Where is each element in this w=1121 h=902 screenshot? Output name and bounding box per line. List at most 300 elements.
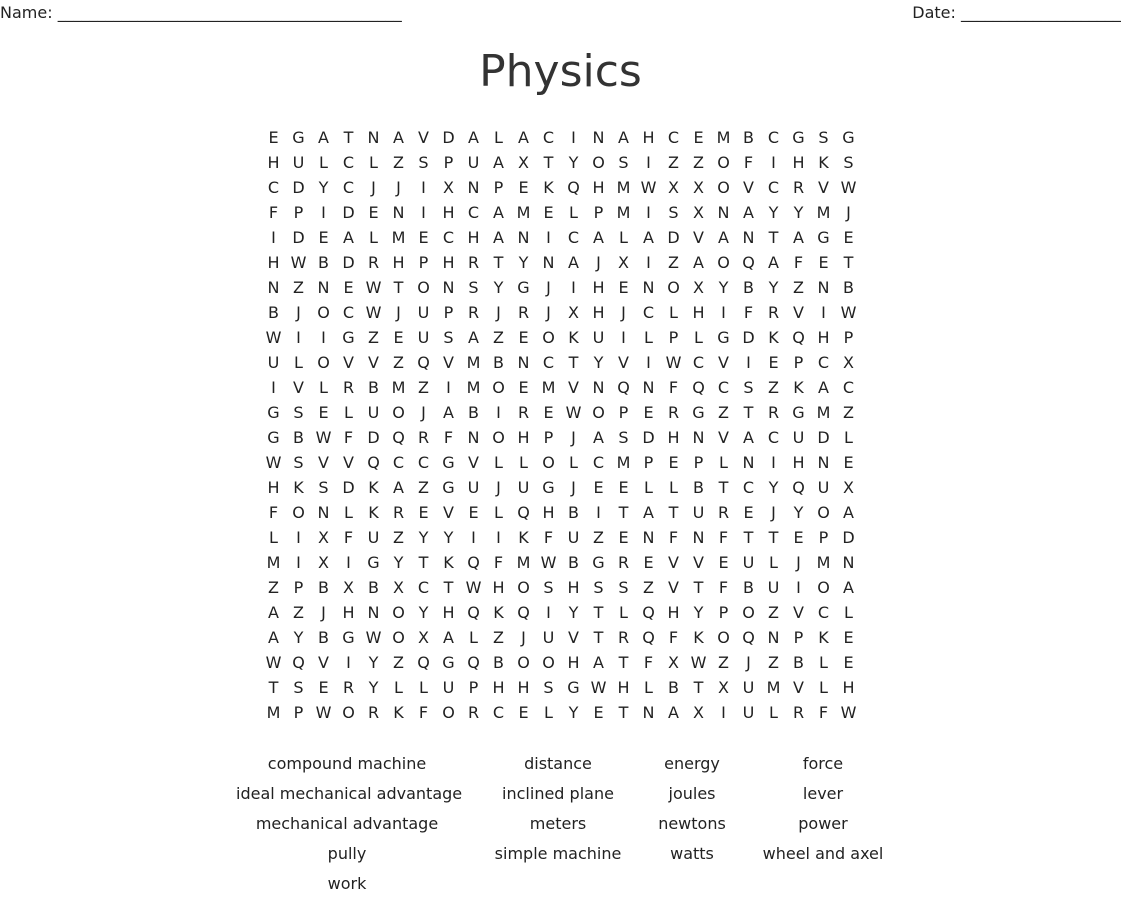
grid-letter[interactable]: Y [793, 503, 804, 522]
grid-letter[interactable]: E [643, 403, 654, 422]
grid-letter[interactable]: P [618, 403, 629, 422]
grid-letter[interactable]: G [567, 678, 580, 697]
grid-letter[interactable]: O [392, 403, 405, 422]
grid-letter[interactable]: K [568, 328, 579, 347]
grid-letter[interactable]: A [468, 128, 479, 147]
grid-letter[interactable]: C [767, 178, 780, 197]
grid-letter[interactable]: H [592, 178, 605, 197]
grid-letter[interactable]: G [792, 403, 805, 422]
date-line[interactable]: ____________________ [961, 3, 1121, 22]
grid-letter[interactable]: O [717, 253, 730, 272]
grid-letter[interactable]: R [342, 678, 355, 697]
grid-letter[interactable]: Z [493, 328, 504, 347]
grid-letter[interactable]: V [618, 353, 629, 372]
grid-letter[interactable]: I [296, 553, 301, 572]
grid-letter[interactable]: H [642, 128, 655, 147]
grid-letter[interactable]: W [840, 178, 857, 197]
grid-letter[interactable]: X [693, 203, 704, 222]
grid-letter[interactable]: A [393, 128, 404, 147]
grid-letter[interactable]: G [342, 328, 355, 347]
grid-letter[interactable]: A [843, 578, 854, 597]
grid-letter[interactable]: F [668, 378, 679, 397]
grid-letter[interactable]: Z [843, 403, 854, 422]
grid-letter[interactable]: J [321, 603, 326, 622]
grid-letter[interactable]: C [342, 153, 355, 172]
grid-letter[interactable]: I [271, 228, 276, 247]
grid-letter[interactable]: B [468, 403, 479, 422]
grid-letter[interactable]: N [817, 453, 830, 472]
grid-letter[interactable]: P [543, 428, 554, 447]
grid-letter[interactable]: R [467, 253, 480, 272]
grid-letter[interactable]: M [466, 353, 481, 372]
grid-letter[interactable]: Z [693, 153, 704, 172]
grid-letter[interactable]: T [693, 678, 704, 697]
grid-letter[interactable]: Z [393, 153, 404, 172]
grid-letter[interactable]: X [668, 653, 679, 672]
grid-letter[interactable]: Y [368, 653, 379, 672]
grid-letter[interactable]: W [265, 453, 282, 472]
grid-letter[interactable]: J [396, 178, 401, 197]
grid-letter[interactable]: H [267, 478, 280, 497]
grid-letter[interactable]: S [318, 478, 329, 497]
grid-letter[interactable]: C [592, 453, 605, 472]
grid-letter[interactable]: C [817, 603, 830, 622]
grid-letter[interactable]: K [443, 553, 454, 572]
grid-letter[interactable]: R [717, 503, 730, 522]
grid-letter[interactable]: N [642, 528, 655, 547]
grid-letter[interactable]: Z [768, 378, 779, 397]
grid-letter[interactable]: C [342, 178, 355, 197]
grid-letter[interactable]: H [567, 578, 580, 597]
grid-letter[interactable]: R [667, 403, 680, 422]
grid-letter[interactable]: S [468, 278, 479, 297]
grid-letter[interactable]: I [296, 528, 301, 547]
grid-letter[interactable]: U [742, 553, 755, 572]
grid-letter[interactable]: J [546, 303, 551, 322]
grid-letter[interactable]: N [392, 203, 405, 222]
grid-letter[interactable]: X [318, 553, 329, 572]
grid-letter[interactable]: W [640, 178, 657, 197]
grid-letter[interactable]: P [443, 303, 454, 322]
grid-letter[interactable]: H [492, 578, 505, 597]
grid-letter[interactable]: R [467, 303, 480, 322]
grid-letter[interactable]: P [293, 578, 304, 597]
grid-letter[interactable]: A [268, 628, 279, 647]
grid-letter[interactable]: N [642, 278, 655, 297]
grid-letter[interactable]: N [692, 528, 705, 547]
grid-letter[interactable]: I [621, 328, 626, 347]
grid-letter[interactable]: J [746, 653, 751, 672]
grid-letter[interactable]: N [267, 278, 280, 297]
grid-letter[interactable]: A [593, 228, 604, 247]
grid-letter[interactable]: K [693, 628, 704, 647]
grid-letter[interactable]: L [419, 678, 428, 697]
grid-letter[interactable]: F [343, 428, 354, 447]
grid-letter[interactable]: R [792, 178, 805, 197]
grid-letter[interactable]: F [643, 653, 654, 672]
grid-letter[interactable]: A [643, 228, 654, 247]
grid-letter[interactable]: A [468, 328, 479, 347]
grid-letter[interactable]: A [443, 628, 454, 647]
grid-letter[interactable]: O [442, 703, 455, 722]
grid-letter[interactable]: J [521, 628, 526, 647]
grid-letter[interactable]: V [418, 128, 429, 147]
grid-letter[interactable]: W [265, 653, 282, 672]
grid-letter[interactable]: V [343, 453, 354, 472]
grid-letter[interactable]: Y [793, 203, 804, 222]
grid-letter[interactable]: C [417, 453, 430, 472]
grid-letter[interactable]: I [546, 228, 551, 247]
grid-letter[interactable]: R [617, 553, 630, 572]
grid-letter[interactable]: I [796, 578, 801, 597]
grid-letter[interactable]: C [767, 428, 780, 447]
grid-letter[interactable]: L [394, 678, 403, 697]
grid-letter[interactable]: P [793, 628, 804, 647]
grid-letter[interactable]: H [517, 428, 530, 447]
grid-letter[interactable]: Q [642, 628, 655, 647]
grid-letter[interactable]: R [767, 403, 780, 422]
grid-letter[interactable]: T [843, 253, 854, 272]
grid-letter[interactable]: N [717, 203, 730, 222]
grid-letter[interactable]: X [693, 703, 704, 722]
grid-letter[interactable]: S [543, 578, 554, 597]
grid-letter[interactable]: L [294, 353, 303, 372]
grid-letter[interactable]: T [493, 253, 504, 272]
grid-letter[interactable]: Z [368, 328, 379, 347]
grid-letter[interactable]: O [292, 503, 305, 522]
grid-letter[interactable]: I [771, 153, 776, 172]
grid-letter[interactable]: J [396, 303, 401, 322]
grid-letter[interactable]: A [743, 203, 754, 222]
grid-letter[interactable]: B [493, 653, 504, 672]
grid-letter[interactable]: S [843, 153, 854, 172]
grid-letter[interactable]: L [644, 478, 653, 497]
grid-letter[interactable]: P [293, 703, 304, 722]
grid-letter[interactable]: Y [368, 678, 379, 697]
grid-letter[interactable]: L [819, 653, 828, 672]
grid-letter[interactable]: Q [567, 178, 580, 197]
grid-letter[interactable]: C [392, 453, 405, 472]
grid-letter[interactable]: E [368, 203, 379, 222]
grid-letter[interactable]: I [721, 303, 726, 322]
grid-letter[interactable]: X [843, 478, 854, 497]
grid-letter[interactable]: A [643, 503, 654, 522]
grid-letter[interactable]: D [842, 528, 855, 547]
grid-letter[interactable]: E [843, 653, 854, 672]
grid-letter[interactable]: X [568, 303, 579, 322]
grid-letter[interactable]: N [592, 378, 605, 397]
grid-letter[interactable]: C [442, 228, 455, 247]
grid-letter[interactable]: M [616, 178, 631, 197]
grid-letter[interactable]: Z [418, 378, 429, 397]
grid-letter[interactable]: B [318, 578, 329, 597]
grid-letter[interactable]: A [493, 153, 504, 172]
grid-letter[interactable]: X [393, 578, 404, 597]
grid-letter[interactable]: E [618, 278, 629, 297]
grid-letter[interactable]: W [290, 253, 307, 272]
grid-letter[interactable]: B [368, 578, 379, 597]
grid-letter[interactable]: X [693, 278, 704, 297]
grid-letter[interactable]: T [768, 528, 779, 547]
grid-letter[interactable]: T [568, 353, 579, 372]
grid-letter[interactable]: Y [493, 278, 504, 297]
grid-letter[interactable]: J [771, 503, 776, 522]
grid-letter[interactable]: O [717, 628, 730, 647]
grid-letter[interactable]: A [443, 403, 454, 422]
grid-letter[interactable]: W [365, 628, 382, 647]
grid-letter[interactable]: E [518, 328, 529, 347]
grid-letter[interactable]: I [421, 178, 426, 197]
grid-letter[interactable]: U [542, 628, 555, 647]
grid-letter[interactable]: P [493, 178, 504, 197]
grid-letter[interactable]: G [267, 428, 280, 447]
grid-letter[interactable]: V [318, 653, 329, 672]
grid-letter[interactable]: O [717, 178, 730, 197]
grid-letter[interactable]: F [493, 553, 504, 572]
grid-letter[interactable]: V [818, 178, 829, 197]
grid-letter[interactable]: K [493, 603, 504, 622]
grid-letter[interactable]: B [743, 278, 754, 297]
grid-letter[interactable]: X [618, 253, 629, 272]
grid-letter[interactable]: I [721, 703, 726, 722]
grid-letter[interactable]: I [596, 503, 601, 522]
grid-letter[interactable]: Q [617, 378, 630, 397]
grid-letter[interactable]: V [793, 603, 804, 622]
name-line[interactable]: ___________________________________________ [57, 3, 402, 22]
grid-letter[interactable]: L [819, 678, 828, 697]
grid-letter[interactable]: V [793, 678, 804, 697]
grid-letter[interactable]: Z [668, 153, 679, 172]
grid-letter[interactable]: Q [417, 653, 430, 672]
grid-letter[interactable]: T [718, 478, 729, 497]
grid-letter[interactable]: K [793, 378, 804, 397]
grid-letter[interactable]: F [668, 528, 679, 547]
grid-letter[interactable]: I [496, 528, 501, 547]
grid-letter[interactable]: Y [693, 603, 704, 622]
grid-letter[interactable]: S [293, 678, 304, 697]
grid-letter[interactable]: N [517, 228, 530, 247]
grid-letter[interactable]: U [742, 703, 755, 722]
grid-letter[interactable]: F [543, 528, 554, 547]
grid-letter[interactable]: N [692, 428, 705, 447]
grid-letter[interactable]: F [743, 303, 754, 322]
grid-letter[interactable]: H [492, 678, 505, 697]
grid-letter[interactable]: Y [768, 478, 779, 497]
grid-letter[interactable]: A [668, 703, 679, 722]
grid-letter[interactable]: Z [268, 578, 279, 597]
grid-letter[interactable]: A [318, 128, 329, 147]
grid-letter[interactable]: E [793, 528, 804, 547]
grid-letter[interactable]: C [842, 378, 855, 397]
grid-letter[interactable]: A [618, 128, 629, 147]
grid-letter[interactable]: X [318, 528, 329, 547]
grid-letter[interactable]: Z [668, 253, 679, 272]
grid-letter[interactable]: C [342, 303, 355, 322]
grid-letter[interactable]: L [569, 453, 578, 472]
grid-letter[interactable]: W [315, 428, 332, 447]
grid-letter[interactable]: H [667, 603, 680, 622]
grid-letter[interactable]: V [293, 378, 304, 397]
grid-letter[interactable]: N [467, 428, 480, 447]
grid-letter[interactable]: D [817, 428, 830, 447]
grid-letter[interactable]: B [843, 278, 854, 297]
grid-letter[interactable]: W [365, 303, 382, 322]
grid-letter[interactable]: O [717, 153, 730, 172]
grid-letter[interactable]: Q [742, 253, 755, 272]
grid-letter[interactable]: E [693, 128, 704, 147]
grid-letter[interactable]: Y [568, 703, 579, 722]
grid-letter[interactable]: O [517, 578, 530, 597]
grid-letter[interactable]: P [593, 203, 604, 222]
grid-letter[interactable]: P [418, 253, 429, 272]
grid-letter[interactable]: L [769, 703, 778, 722]
grid-letter[interactable]: E [418, 503, 429, 522]
grid-letter[interactable]: C [542, 353, 555, 372]
grid-letter[interactable]: C [642, 303, 655, 322]
grid-letter[interactable]: B [293, 428, 304, 447]
grid-letter[interactable]: L [269, 528, 278, 547]
grid-letter[interactable]: W [840, 303, 857, 322]
grid-letter[interactable]: I [346, 553, 351, 572]
grid-letter[interactable]: K [393, 703, 404, 722]
grid-letter[interactable]: C [417, 578, 430, 597]
grid-letter[interactable]: I [296, 328, 301, 347]
grid-letter[interactable]: W [265, 328, 282, 347]
grid-letter[interactable]: F [418, 703, 429, 722]
grid-letter[interactable]: Z [393, 353, 404, 372]
grid-letter[interactable]: R [517, 403, 530, 422]
grid-letter[interactable]: Y [768, 203, 779, 222]
grid-letter[interactable]: G [442, 653, 455, 672]
grid-letter[interactable]: Z [593, 528, 604, 547]
grid-letter[interactable]: N [442, 278, 455, 297]
grid-letter[interactable]: D [342, 203, 355, 222]
grid-letter[interactable]: F [443, 428, 454, 447]
grid-letter[interactable]: T [343, 128, 354, 147]
grid-letter[interactable]: M [816, 203, 831, 222]
grid-letter[interactable]: Q [467, 553, 480, 572]
grid-letter[interactable]: C [817, 353, 830, 372]
grid-letter[interactable]: I [321, 328, 326, 347]
grid-letter[interactable]: E [318, 403, 329, 422]
grid-letter[interactable]: O [492, 428, 505, 447]
grid-letter[interactable]: L [569, 203, 578, 222]
grid-letter[interactable]: K [818, 628, 829, 647]
grid-letter[interactable]: Y [418, 603, 429, 622]
grid-letter[interactable]: N [842, 553, 855, 572]
grid-letter[interactable]: A [568, 253, 579, 272]
grid-letter[interactable]: A [518, 128, 529, 147]
grid-letter[interactable]: T [743, 528, 754, 547]
grid-letter[interactable]: C [767, 128, 780, 147]
grid-letter[interactable]: Z [293, 278, 304, 297]
grid-letter[interactable]: N [467, 178, 480, 197]
grid-letter[interactable]: W [565, 403, 582, 422]
grid-letter[interactable]: H [267, 153, 280, 172]
grid-letter[interactable]: E [518, 178, 529, 197]
grid-letter[interactable]: A [843, 503, 854, 522]
grid-letter[interactable]: S [618, 153, 629, 172]
grid-letter[interactable]: N [742, 228, 755, 247]
grid-letter[interactable]: W [465, 578, 482, 597]
grid-letter[interactable]: M [266, 553, 281, 572]
grid-letter[interactable]: T [693, 578, 704, 597]
grid-letter[interactable]: H [567, 653, 580, 672]
grid-letter[interactable]: U [592, 328, 605, 347]
grid-letter[interactable]: L [369, 228, 378, 247]
grid-letter[interactable]: P [718, 603, 729, 622]
grid-letter[interactable]: T [268, 678, 279, 697]
grid-letter[interactable]: Z [718, 403, 729, 422]
grid-letter[interactable]: E [418, 228, 429, 247]
grid-letter[interactable]: C [267, 178, 280, 197]
grid-letter[interactable]: V [443, 503, 454, 522]
grid-letter[interactable]: S [618, 428, 629, 447]
grid-letter[interactable]: L [694, 328, 703, 347]
grid-letter[interactable]: B [318, 253, 329, 272]
grid-letter[interactable]: M [616, 203, 631, 222]
grid-letter[interactable]: G [542, 478, 555, 497]
grid-letter[interactable]: J [621, 303, 626, 322]
grid-letter[interactable]: T [418, 553, 429, 572]
grid-letter[interactable]: I [646, 353, 651, 372]
grid-letter[interactable]: J [571, 428, 576, 447]
grid-letter[interactable]: A [593, 428, 604, 447]
grid-letter[interactable]: V [693, 553, 704, 572]
grid-letter[interactable]: G [692, 403, 705, 422]
grid-letter[interactable]: U [417, 303, 430, 322]
grid-letter[interactable]: A [493, 228, 504, 247]
grid-letter[interactable]: B [668, 678, 679, 697]
grid-letter[interactable]: I [546, 603, 551, 622]
grid-letter[interactable]: W [690, 653, 707, 672]
grid-letter[interactable]: Z [793, 278, 804, 297]
grid-letter[interactable]: E [593, 478, 604, 497]
grid-letter[interactable]: K [518, 528, 529, 547]
grid-letter[interactable]: S [668, 203, 679, 222]
grid-letter[interactable]: R [367, 703, 380, 722]
grid-letter[interactable]: E [718, 553, 729, 572]
grid-letter[interactable]: H [342, 603, 355, 622]
grid-letter[interactable]: C [467, 203, 480, 222]
grid-letter[interactable]: J [371, 178, 376, 197]
grid-letter[interactable]: H [792, 153, 805, 172]
grid-letter[interactable]: Z [718, 653, 729, 672]
grid-letter[interactable]: X [718, 678, 729, 697]
grid-letter[interactable]: H [442, 603, 455, 622]
grid-letter[interactable]: X [843, 353, 854, 372]
grid-letter[interactable]: Z [768, 603, 779, 622]
grid-letter[interactable]: D [342, 253, 355, 272]
grid-letter[interactable]: D [367, 428, 380, 447]
grid-letter[interactable]: F [668, 628, 679, 647]
grid-letter[interactable]: L [344, 503, 353, 522]
grid-letter[interactable]: X [343, 578, 354, 597]
grid-letter[interactable]: F [718, 578, 729, 597]
grid-letter[interactable]: E [843, 628, 854, 647]
grid-letter[interactable]: V [668, 578, 679, 597]
grid-letter[interactable]: M [541, 378, 556, 397]
grid-letter[interactable]: U [467, 153, 480, 172]
grid-letter[interactable]: B [268, 303, 279, 322]
grid-letter[interactable]: P [468, 678, 479, 697]
grid-letter[interactable]: C [542, 128, 555, 147]
grid-letter[interactable]: J [546, 278, 551, 297]
grid-letter[interactable]: E [643, 553, 654, 572]
grid-letter[interactable]: E [543, 403, 554, 422]
grid-letter[interactable]: I [646, 253, 651, 272]
grid-letter[interactable]: E [593, 703, 604, 722]
